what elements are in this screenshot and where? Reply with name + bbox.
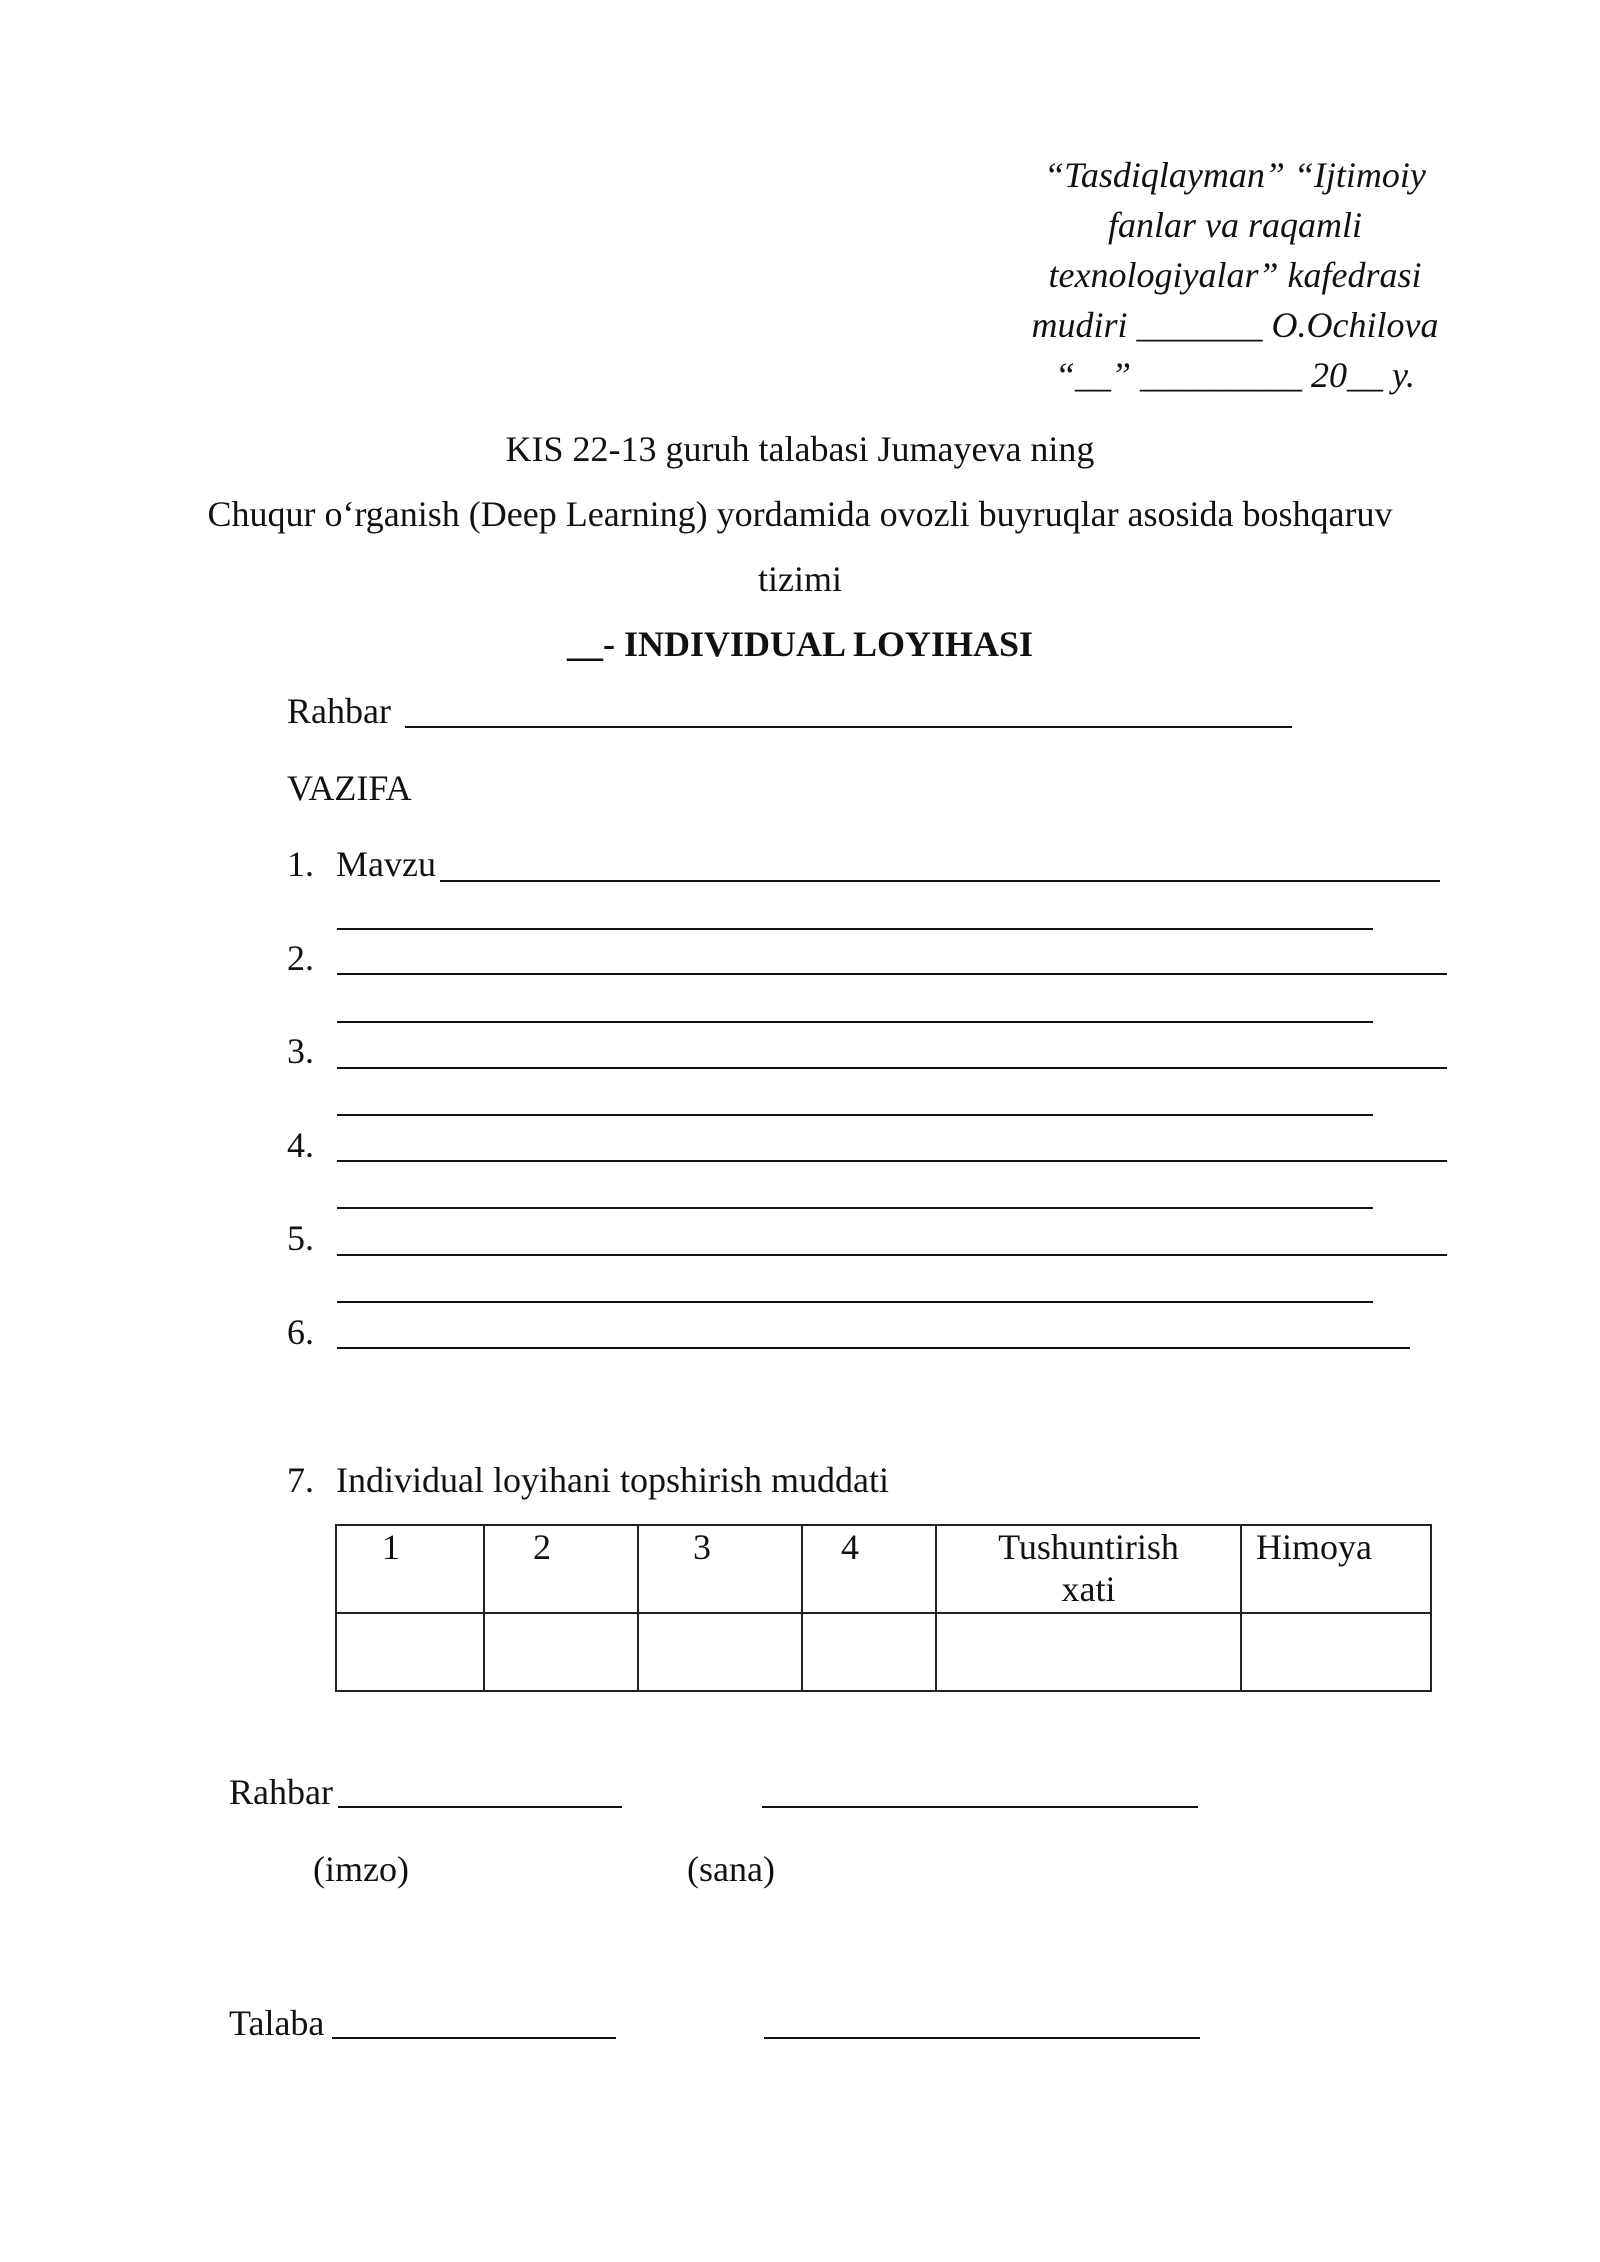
item-number: 7.	[287, 1460, 314, 1500]
approval-line-5: “__” _________ 20__ y.	[1054, 355, 1416, 395]
table-cell[interactable]	[336, 1613, 484, 1691]
item-label-topic: Mavzu	[336, 844, 436, 884]
table-cell[interactable]	[802, 1613, 936, 1691]
supervisor-underline[interactable]	[405, 726, 1292, 728]
date-caption: (sana)	[687, 1849, 775, 1889]
deadline-table	[335, 1524, 1432, 1692]
table-header-cell: 1	[336, 1525, 484, 1613]
supervisor-date-line[interactable]	[762, 1806, 1198, 1808]
answer-line[interactable]	[337, 1114, 1373, 1116]
student-line: KIS 22-13 guruh talabasi Jumayeva ning	[505, 429, 1095, 469]
approval-line-2: fanlar va raqamli	[1107, 205, 1362, 245]
table-header-row	[336, 1525, 1431, 1613]
table-header-cell: Himoya	[1241, 1525, 1431, 1613]
answer-line[interactable]	[337, 1067, 1447, 1069]
answer-line[interactable]	[337, 1301, 1373, 1303]
table-row	[336, 1613, 1431, 1691]
table-header-cell: 3	[638, 1525, 802, 1613]
topic-line-2: tizimi	[758, 559, 842, 599]
table-cell[interactable]	[638, 1613, 802, 1691]
answer-line[interactable]	[337, 928, 1373, 930]
signature-caption: (imzo)	[313, 1849, 409, 1889]
table-cell[interactable]	[936, 1613, 1241, 1691]
table-cell[interactable]	[484, 1613, 638, 1691]
deadline-label: Individual loyihani topshirish muddati	[336, 1460, 889, 1500]
answer-line[interactable]	[337, 1254, 1447, 1256]
item-number: 2.	[287, 938, 314, 978]
task-label: VAZIFA	[287, 768, 412, 808]
table-header-cell: 2	[484, 1525, 638, 1613]
item-number: 5.	[287, 1218, 314, 1258]
answer-line[interactable]	[337, 1207, 1373, 1209]
table-header-cell: 4	[802, 1525, 936, 1613]
supervisor-signature-line[interactable]	[338, 1806, 622, 1808]
student-date-line[interactable]	[764, 2037, 1200, 2039]
signature-supervisor-label: Rahbar	[229, 1772, 333, 1812]
project-title: __- INDIVIDUAL LOYIHASI	[566, 624, 1034, 664]
approval-line-3: texnologiyalar” kafedrasi	[1048, 255, 1422, 295]
header-text-line: xati	[1061, 1569, 1116, 1609]
item-number: 1.	[287, 844, 314, 884]
answer-line[interactable]	[337, 1160, 1447, 1162]
topic-line-1: Chuqur o‘rganish (Deep Learning) yordamida ovozli buyruqlar asosida boshqaruv	[207, 494, 1393, 534]
table-cell[interactable]	[1241, 1613, 1431, 1691]
supervisor-label: Rahbar	[287, 691, 391, 731]
approval-line-4: mudiri _______ O.Ochilova	[1031, 305, 1439, 345]
header-text-line: Tushuntirish	[998, 1527, 1179, 1567]
approval-line-1: “Tasdiqlayman” “Ijtimoiy	[1044, 155, 1426, 195]
item-number: 6.	[287, 1312, 314, 1352]
table-header-cell-explanatory-note	[936, 1525, 1241, 1613]
answer-line[interactable]	[337, 1347, 1410, 1349]
item-number: 3.	[287, 1031, 314, 1071]
answer-line[interactable]	[337, 973, 1447, 975]
approval-block	[1000, 150, 1470, 400]
answer-line[interactable]	[440, 880, 1440, 882]
signature-student-label: Talaba	[229, 2003, 325, 2043]
item-number: 4.	[287, 1125, 314, 1165]
answer-line[interactable]	[337, 1021, 1373, 1023]
student-signature-line[interactable]	[332, 2037, 616, 2039]
